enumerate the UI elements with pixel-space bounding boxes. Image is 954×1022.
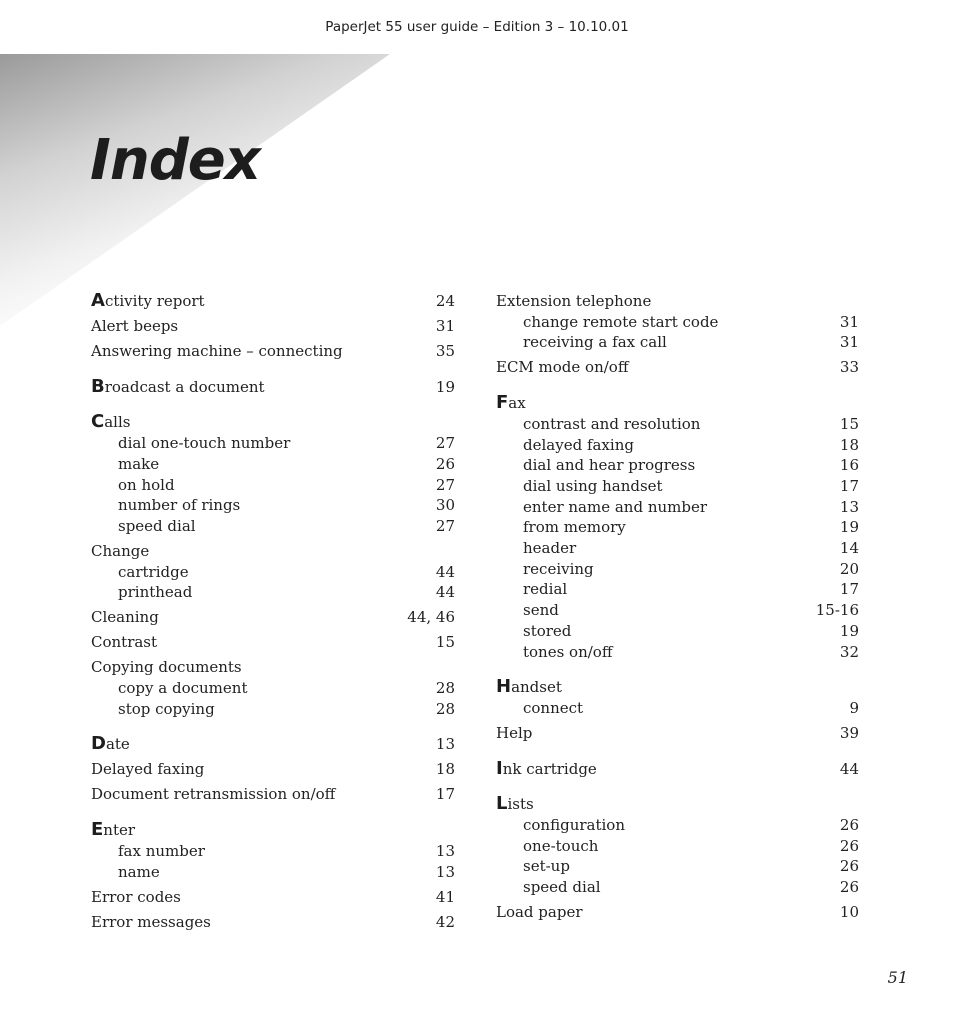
entry-label-rest: alls: [104, 413, 131, 432]
entry-label: enter name and number: [523, 497, 708, 516]
entry-label: speed dial: [523, 878, 601, 897]
entry-label: printhead: [118, 583, 193, 602]
entry-label: name: [118, 862, 160, 881]
entry-page-ref: 9: [849, 698, 859, 717]
index-subentry-dial-one-touch-number: [91, 433, 455, 454]
entry-label: [496, 677, 562, 698]
entry-page-ref: 13: [435, 735, 455, 754]
index-subentry-number-of-rings: [91, 495, 455, 516]
index-group: [91, 887, 455, 908]
running-header: PaperJet 55 user guide – Edition 3 – 10.10.01: [325, 19, 629, 35]
entry-page-ref: 13: [435, 841, 455, 860]
index-subentry-copy-a-document: [91, 678, 455, 699]
entry-page-ref: 27: [435, 475, 455, 494]
entry-label: configuration: [523, 816, 625, 835]
index-subentry-configuration: [496, 815, 859, 836]
index-entry-cleaning: [91, 607, 455, 628]
entry-initial-letter: D: [91, 733, 106, 755]
entry-label: receiving: [523, 559, 594, 578]
entry-label: one-touch: [523, 836, 599, 855]
index-subentry-connect: [496, 698, 859, 719]
index-group: [91, 607, 455, 628]
entry-label-rest: nter: [103, 821, 136, 840]
index-entry-error-codes: [91, 887, 455, 908]
index-group: [91, 291, 455, 312]
index-subentry-on-hold: [91, 475, 455, 496]
index-entry-contrast: [91, 632, 455, 653]
entry-page-ref: 15-16: [815, 601, 859, 620]
entry-page-ref: 16: [839, 456, 859, 475]
entry-initial-letter: L: [496, 793, 508, 815]
entry-label: copy a document: [118, 679, 248, 698]
index-subentry-stop-copying: [91, 699, 455, 720]
entry-initial-letter: A: [91, 290, 105, 311]
index-subentry-speed-dial: [91, 516, 455, 537]
entry-label: [91, 820, 135, 841]
entry-label: stored: [523, 621, 572, 640]
index-group: [91, 541, 455, 603]
entry-label: send: [523, 601, 559, 620]
entry-label: connect: [523, 698, 584, 717]
entry-label-rest: ax: [508, 394, 526, 413]
entry-initial-letter: F: [496, 392, 509, 414]
entry-page-ref: 17: [839, 476, 859, 495]
index-subentry-dial-using-handset: [496, 476, 859, 497]
entry-label: [91, 291, 205, 312]
index-group: [91, 341, 455, 362]
entry-label: dial and hear progress: [523, 456, 696, 475]
index-entry-alert-beeps: [91, 316, 455, 337]
entry-page-ref: 19: [839, 621, 859, 640]
page-title: Index: [90, 128, 260, 193]
entry-label: receiving a fax call: [523, 333, 667, 352]
entry-initial-letter: C: [91, 411, 105, 433]
entry-label: tones on/off: [523, 642, 613, 661]
index-subentry-redial: [496, 579, 859, 600]
index-group: [496, 357, 859, 378]
index-subentry-stored: [496, 621, 859, 642]
index-entry-date: [91, 734, 455, 755]
index-subentry-enter-name-and-number: [496, 497, 859, 518]
entry-page-ref: 42: [435, 912, 455, 931]
entry-label: [91, 377, 265, 398]
entry-label: Help: [496, 723, 533, 742]
index-group: [91, 759, 455, 780]
index-column-right: [496, 291, 859, 923]
entry-label: Change: [91, 541, 150, 560]
index-subentry-send: [496, 600, 859, 621]
entry-page-ref: 31: [435, 317, 455, 335]
entry-page-ref: 44, 46: [407, 608, 455, 627]
entry-page-ref: 30: [435, 496, 455, 515]
entry-page-ref: 27: [435, 516, 455, 535]
index-entry-handset: [496, 677, 859, 698]
index-subentry-header: [496, 538, 859, 559]
entry-page-ref: 35: [435, 342, 455, 360]
entry-page-ref: 17: [435, 785, 455, 804]
entry-page-ref: 18: [839, 435, 859, 454]
entry-label-rest: ists: [507, 795, 534, 814]
index-entry-broadcast-a-document: [91, 377, 455, 398]
index-subentry-tones-on-off: [496, 642, 859, 663]
entry-initial-letter: B: [91, 375, 105, 397]
index-column-left: [91, 291, 455, 932]
entry-label: delayed faxing: [523, 435, 634, 454]
entry-label: Extension telephone: [496, 292, 652, 310]
entry-label: Contrast: [91, 633, 158, 652]
index-entry-copying-documents: [91, 657, 455, 678]
entry-initial-letter: I: [496, 757, 503, 779]
index-entry-calls: [91, 412, 455, 433]
index-entry-answering-machine-connecting: [91, 341, 455, 362]
entry-label: contrast and resolution: [523, 414, 701, 433]
entry-label: [91, 412, 130, 433]
entry-label: dial one-touch number: [118, 434, 291, 453]
entry-page-ref: 32: [839, 642, 859, 661]
entry-page-ref: 15: [435, 633, 455, 652]
entry-label: dial using handset: [523, 476, 663, 495]
entry-page-ref: 26: [839, 836, 859, 855]
entry-label: header: [523, 539, 577, 558]
index-entry-help: [496, 723, 859, 744]
entry-label: cartridge: [118, 562, 189, 581]
entry-label: Cleaning: [91, 608, 159, 627]
index-subentry-cartridge: [91, 562, 455, 583]
index-subentry-name: [91, 862, 455, 883]
entry-label: speed dial: [118, 516, 196, 535]
index-group: [496, 723, 859, 744]
entry-initial-letter: E: [91, 819, 104, 841]
entry-page-ref: 28: [435, 699, 455, 718]
index-entry-load-paper: [496, 902, 859, 923]
entry-label: redial: [523, 580, 568, 599]
index-entry-ecm-mode-on-off: [496, 357, 859, 378]
entry-page-ref: 20: [839, 559, 859, 578]
index-subentry-fax-number: [91, 841, 455, 862]
index-group: [91, 784, 455, 805]
index-entry-extension-telephone: [496, 291, 859, 312]
index-group: [496, 794, 859, 898]
entry-page-ref: 19: [839, 518, 859, 537]
index-entry-fax: [496, 393, 859, 414]
entry-label: Load paper: [496, 903, 583, 922]
entry-label: from memory: [523, 518, 626, 537]
index-group: [91, 316, 455, 337]
index-group: [91, 632, 455, 653]
entry-label: stop copying: [118, 699, 215, 718]
index-group: [91, 377, 455, 398]
entry-page-ref: 44: [839, 759, 859, 778]
entry-label: Alert beeps: [91, 317, 179, 335]
entry-page-ref: 44: [435, 562, 455, 581]
index-subentry-delayed-faxing: [496, 435, 859, 456]
index-entry-change: [91, 541, 455, 562]
entry-page-ref: 26: [839, 857, 859, 876]
entry-label: Answering machine – connecting: [91, 342, 343, 360]
index-entry-error-messages: [91, 912, 455, 933]
entry-initial-letter: H: [496, 676, 512, 698]
entry-label-rest: roadcast a document: [104, 377, 265, 396]
entry-label-rest: ctivity report: [104, 292, 205, 310]
entry-page-ref: 31: [839, 312, 859, 331]
entry-label: Document retransmission on/off: [91, 785, 336, 804]
entry-label: Error messages: [91, 912, 211, 931]
index-subentry-receiving: [496, 559, 859, 580]
entry-page-ref: 41: [435, 887, 455, 906]
index-group: [496, 291, 859, 353]
entry-page-ref: 26: [435, 454, 455, 473]
entry-page-ref: 28: [435, 679, 455, 698]
index-subentry-dial-and-hear-progress: [496, 455, 859, 476]
index-group: [496, 759, 859, 780]
entry-label: make: [118, 454, 160, 473]
index-subentry-speed-dial: [496, 877, 859, 898]
index-entry-ink-cartridge: [496, 759, 859, 780]
entry-label: [91, 734, 130, 755]
entry-label: [496, 794, 534, 815]
entry-page-ref: 14: [839, 539, 859, 558]
entry-label: set-up: [523, 857, 570, 876]
entry-page-ref: 19: [435, 377, 455, 396]
entry-page-ref: 33: [839, 358, 859, 377]
entry-label: Copying documents: [91, 658, 242, 677]
entry-label-rest: andset: [511, 678, 562, 697]
entry-page-ref: 44: [435, 583, 455, 602]
entry-page-ref: 17: [839, 580, 859, 599]
entry-label: fax number: [118, 841, 205, 860]
entry-label: change remote start code: [523, 312, 719, 331]
entry-label: [496, 759, 597, 780]
entry-page-ref: 31: [839, 333, 859, 352]
entry-page-ref: 13: [435, 862, 455, 881]
entry-page-ref: 39: [839, 723, 859, 742]
entry-page-ref: 24: [435, 292, 455, 310]
index-group: [91, 412, 455, 536]
index-group: [91, 912, 455, 933]
index-subentry-one-touch: [496, 836, 859, 857]
index-group: [91, 734, 455, 755]
index-group: [91, 657, 455, 719]
index-entry-activity-report: [91, 291, 455, 312]
index-entry-document-retransmission-on-off: [91, 784, 455, 805]
entry-page-ref: 26: [839, 878, 859, 897]
entry-page-ref: 26: [839, 816, 859, 835]
index-group: [496, 902, 859, 923]
index-entry-delayed-faxing: [91, 759, 455, 780]
index-entry-enter: [91, 820, 455, 841]
entry-label: on hold: [118, 475, 175, 494]
entry-page-ref: 15: [839, 414, 859, 433]
entry-page-ref: 13: [839, 497, 859, 516]
entry-page-ref: 10: [839, 903, 859, 922]
page-number: 51: [887, 968, 908, 987]
entry-label: ECM mode on/off: [496, 358, 629, 377]
index-subentry-receiving-a-fax-call: [496, 332, 859, 353]
index-subentry-printhead: [91, 582, 455, 603]
index-subentry-from-memory: [496, 517, 859, 538]
entry-page-ref: 18: [435, 760, 455, 779]
index-entry-lists: [496, 794, 859, 815]
entry-label: number of rings: [118, 496, 241, 515]
entry-label: Delayed faxing: [91, 760, 205, 779]
index-group: [91, 820, 455, 882]
index-subentry-contrast-and-resolution: [496, 414, 859, 435]
entry-label: Error codes: [91, 887, 181, 906]
entry-label: [496, 393, 526, 414]
entry-label-rest: nk cartridge: [502, 759, 597, 778]
entry-label-rest: ate: [105, 735, 130, 754]
index-subentry-set-up: [496, 856, 859, 877]
index-group: [496, 393, 859, 662]
index-group: [496, 677, 859, 718]
index-subentry-make: [91, 454, 455, 475]
index-subentry-change-remote-start-code: [496, 312, 859, 333]
entry-page-ref: 27: [435, 434, 455, 453]
